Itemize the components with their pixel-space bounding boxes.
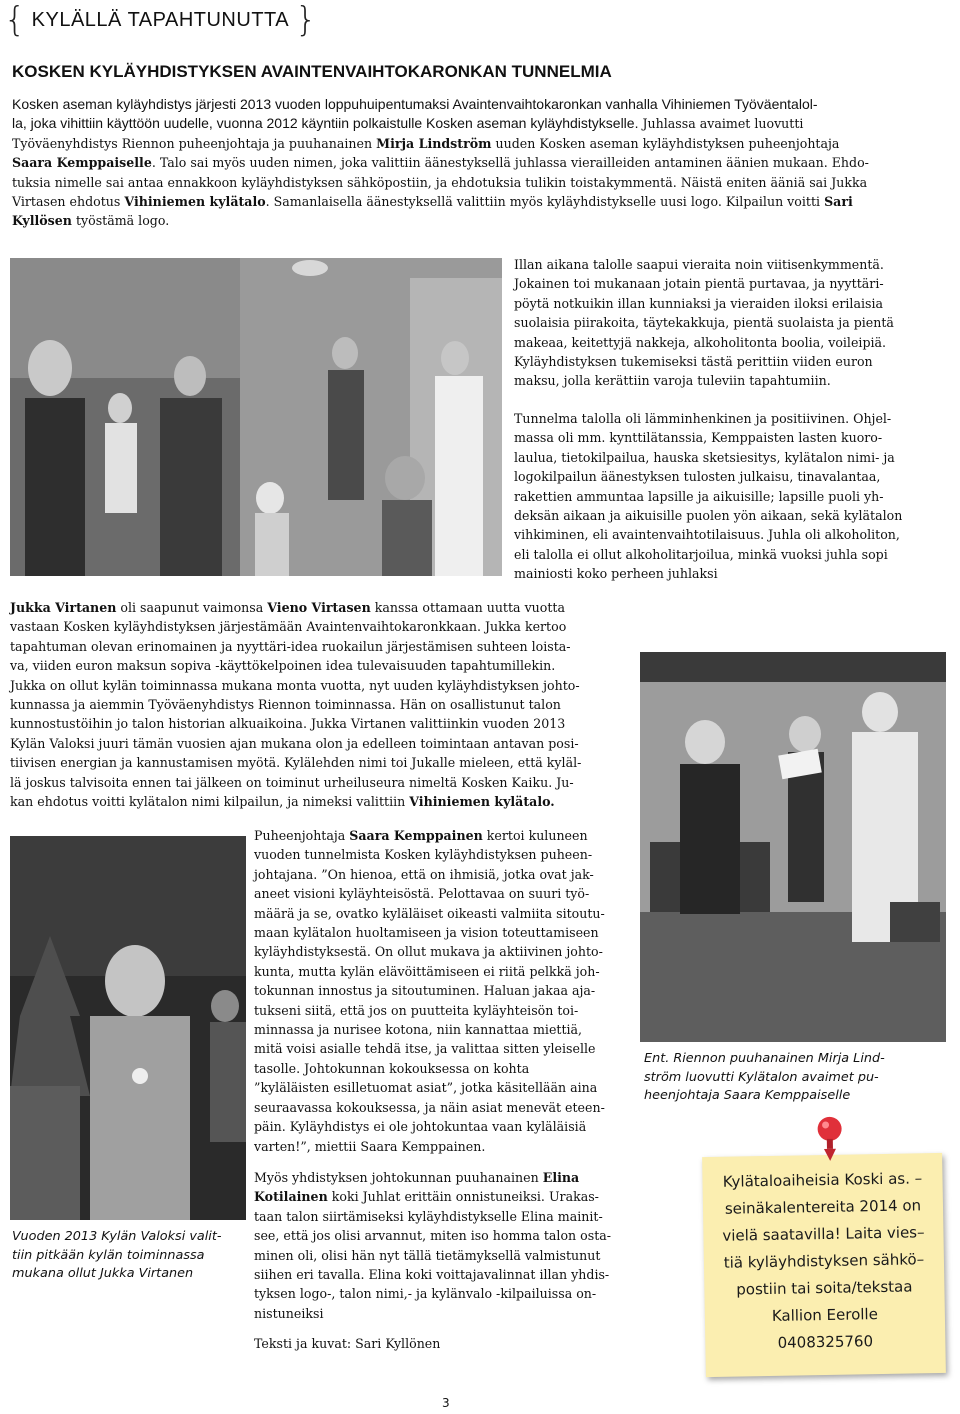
intro-line-5: tuksia nimelle sai antaa ennakkoon kyläyhdistyksen sähköpostiin, ja ehdotuksia tulikin toistakymmentä. Näistä eniten ääniä sai Jukka bbox=[12, 174, 868, 190]
jukka-line: kunnassa ja aiemmin Työväenyhdistys Riennon toiminnassa. Hän on osallistunut talon bbox=[10, 697, 561, 713]
saara-line: tasolle. Johtokunnan kokouksessa on kohta bbox=[254, 1060, 530, 1076]
saara-line: mitä voisi asialle tehdä itse, ja valittaa sitten yleiselle bbox=[254, 1041, 596, 1057]
atmosphere-line: rakettien ammuntaa lapsille ja aikuisille; lapsille puoli yh- bbox=[514, 488, 884, 504]
intro-line-6: Virtasen ehdotus Vihiniemen kylätalo. Samanlaisella äänestyksellä valittiin myös kyläyhdistykselle uusi logo. Kilpailun voitti Sari bbox=[12, 194, 853, 210]
note-text bbox=[702, 1165, 945, 1358]
intro-line-2: la, joka vihittiin käyttöön uudelle, vuonna 2012 käyntiin polkaistulle Kosken aseman kyläyhdistykselle. Juhlassa avaimet luovutti bbox=[12, 115, 804, 132]
jukka-line: Kylän Valoksi juuri tämän vuosien ajan mukana olon ja edelleen toimintaan antavan posi- bbox=[10, 735, 579, 751]
note-line: vielä saatavilla! Laita vies– bbox=[722, 1223, 925, 1245]
elina-paragraph bbox=[254, 1168, 638, 1323]
saara-line: maan kylätalon huoltamiseen ja vision toteuttamiseen bbox=[254, 925, 599, 941]
elina-line: tyksen logo-, talon nimi,- ja kylänvalo -kilpailuissa on- bbox=[254, 1286, 597, 1302]
elina-line: see, että jos olisi arvannut, miten iso homma talon osta- bbox=[254, 1228, 612, 1244]
atmosphere-line: logokilpailun äänestyksen tulosten julkaisu, tinavalantaa, bbox=[514, 469, 881, 485]
note-line: postiin tai soita/tekstaa bbox=[736, 1277, 913, 1299]
caption-line: heenjohtaja Saara Kemppaiselle bbox=[644, 1088, 851, 1103]
atmosphere-line: eli talolla ei ollut alkoholitarjoilua, minkä vuoksi juhla sopi bbox=[514, 546, 888, 562]
saara-line: tokunnan innostus ja sitoutuminen. Haluan jakaa aja- bbox=[254, 983, 596, 999]
intro-paragraph bbox=[12, 95, 946, 231]
atmosphere-line: deksän aikaan ja aikuisille puolen yön aikaan, sekä kylätalon bbox=[514, 508, 903, 524]
jukka-line: tapahtuman olevan erinomainen ja nyyttäri-idea ruokailun järjestämisen suhteen loista- bbox=[10, 638, 571, 654]
calendar-note bbox=[702, 1153, 946, 1377]
saara-paragraph bbox=[254, 826, 632, 1156]
guests-line: Illan aikana talolle saapui vieraita noin viitisenkymmentä. bbox=[514, 257, 884, 272]
guests-paragraph bbox=[514, 255, 934, 391]
elina-line: Myös yhdistyksen johtokunnan puuhanainen Elina bbox=[254, 1170, 580, 1185]
guests-line: maksu, jolla kerättiin varoja tuleviin tapahtumiin. bbox=[514, 373, 831, 389]
saara-line: johtajana. ”On hienoa, että on ihmisiä, jotka ovat jak- bbox=[254, 866, 594, 882]
party-photo bbox=[10, 258, 502, 576]
atmosphere-line: vihkiminen, eli avaintenvaihtotilaisuus. Juhla oli alkoholiton, bbox=[514, 527, 900, 543]
party-photo-image bbox=[10, 258, 502, 576]
atmosphere-paragraph bbox=[514, 409, 934, 584]
brace-open: { bbox=[4, 0, 26, 40]
jukka-photo bbox=[10, 836, 246, 1220]
jukka-line: lä joskus talvisoita ennen tai jälkeen on toiminut urheiluseura nimeltä Kosken Kaiku. Ju- bbox=[10, 774, 574, 790]
note-line: 0408325760 bbox=[777, 1332, 874, 1352]
key-handover-photo bbox=[640, 652, 946, 1042]
saara-line: kunta, mutta kylän elävöittämiseen ei riitä pelkkä joh- bbox=[254, 963, 600, 979]
author-credit: Teksti ja kuvat: Sari Kyllönen bbox=[254, 1336, 441, 1351]
jukka-image bbox=[10, 836, 246, 1220]
key-handover-image bbox=[640, 652, 946, 1042]
elina-line: siihen eri tavalla. Elina koki voittajavalinnat illan yhdis- bbox=[254, 1267, 610, 1283]
elina-line: taan talon siirtämiseksi kyläyhdistykselle Elina mainit- bbox=[254, 1208, 603, 1224]
saara-line: aneet visioni kyläyhteisöstä. Pelottavaa on suuri työ- bbox=[254, 886, 590, 902]
jukka-line: Jukka on ollut kylän toiminnassa mukana monta vuotta, nyt uuden kyläyhdistyksen johto- bbox=[10, 677, 580, 693]
brace-close: } bbox=[295, 0, 317, 40]
section-header bbox=[4, 2, 317, 38]
saara-line: vuoden tunnelmista Kosken kyläyhdistyksen puheen- bbox=[254, 847, 593, 863]
elina-line: Kotilainen koki Juhlat erittäin onnistuneiksi. Urakas- bbox=[254, 1189, 599, 1205]
jukka-line: kunnostustöihin jo talon historian alkuaikoina. Jukka Virtanen valittiinkin vuoden 2013 bbox=[10, 716, 566, 732]
saara-line: tukseni siitä, että jos on puutteita kyläyhteisön toi- bbox=[254, 1002, 579, 1018]
jukka-line: Jukka Virtanen oli saapunut vaimonsa Vieno Virtasen kanssa ottamaan uutta vuotta bbox=[10, 600, 566, 615]
jukka-line: va, viiden euron maksun sopiva -käyttökelpoinen idea tulevaisuuden tapahtumillekin. bbox=[10, 658, 556, 674]
article-headline: KOSKEN KYLÄYHDISTYKSEN AVAINTENVAIHTOKARONKAN TUNNELMIA bbox=[12, 62, 612, 81]
page-number: 3 bbox=[442, 1396, 450, 1410]
caption-line: tiin pitkään kylän toiminnassa bbox=[12, 1247, 205, 1263]
elina-line: nistuneiksi bbox=[254, 1305, 324, 1321]
saara-line: varten!”, miettii Saara Kemppainen. bbox=[254, 1138, 486, 1154]
intro-line-3: Työväenyhdistys Riennon puheenjohtaja ja puuhanainen Mirja Lindström uuden Kosken aseman kyläyhdistyksen puheenjohtaja bbox=[12, 135, 840, 151]
jukka-line: tiivisen energian ja kannustamisen myötä. Kylälehden nimi toi Jukalle mieleen, että kyläl- bbox=[10, 755, 582, 771]
key-handover-caption bbox=[644, 1050, 934, 1106]
jukka-paragraph bbox=[10, 598, 632, 811]
saara-line: Puheenjohtaja Saara Kemppainen kertoi kuluneen bbox=[254, 828, 588, 843]
section-title: KYLÄLLÄ TAPAHTUNUTTA bbox=[31, 8, 290, 31]
jukka-line: vastaan Kosken kyläyhdistyksen järjestämään Avaintenvaihtokaronkkaan. Jukka kertoo bbox=[10, 619, 567, 635]
saara-line: seuraavassa kokouksessa, ja näin asiat menevät eteen- bbox=[254, 1099, 605, 1115]
atmosphere-line: Tunnelma talolla oli lämminhenkinen ja positiivinen. Ohjel- bbox=[514, 411, 892, 426]
saara-line: kyläyhdistyksestä. On ollut mukava ja aktiivinen johto- bbox=[254, 944, 603, 960]
atmosphere-line: massa oli mm. kynttilätanssia, Kemppaisten lasten kuoro- bbox=[514, 430, 883, 446]
note-line: Kallion Eerolle bbox=[771, 1305, 879, 1325]
guests-line: Kyläyhdistyksen tukemiseksi tästä perittiin viiden euron bbox=[514, 354, 873, 370]
intro-line-1: Kosken aseman kyläyhdistys järjesti 2013 vuoden loppuhuipentumaksi Avaintenvaihtokaronkan vanhalla Vihiniemen Työväentalol- bbox=[12, 96, 818, 112]
caption-line: mukana ollut Jukka Virtanen bbox=[12, 1266, 194, 1281]
jukka-caption bbox=[12, 1228, 248, 1284]
guests-line: pöytä notkuikin illan kunniaksi ja vieraiden iloksi erilaisia bbox=[514, 295, 883, 311]
atmosphere-line: mainiosti koko perheen juhlaksi bbox=[514, 566, 718, 582]
atmosphere-line: laulua, tietokilpailua, hauska sketsiesitys, kylätalon nimi- ja bbox=[514, 449, 895, 465]
elina-line: minen oli, olisi hän nyt tällä tietämyksellä valmistunut bbox=[254, 1247, 601, 1263]
saara-line: päin. Kyläyhdistys ei ole johtokuntaa vaan kyläläisiä bbox=[254, 1119, 587, 1135]
caption-line: ström luovutti Kylätalon avaimet pu- bbox=[644, 1069, 879, 1085]
caption-line: Ent. Riennon puuhanainen Mirja Lind- bbox=[644, 1051, 885, 1066]
note-line: seinäkalentereita 2014 on bbox=[724, 1196, 922, 1218]
jukka-line: kan ehdotus voitti kylätalon nimi kilpailun, ja nimeksi valittiin Vihiniemen kylätalo. bbox=[10, 794, 555, 810]
pushpin-icon bbox=[809, 1115, 850, 1166]
intro-line-4: Saara Kemppaiselle. Talo sai myös uuden nimen, joka valittiin äänestyksellä juhlassa vierailleiden antaminen äänien mukaan. Ehdo- bbox=[12, 155, 869, 171]
guests-line: Jokainen toi mukanaan jotain pientä purtavaa, ja nyyttäri- bbox=[514, 276, 884, 292]
guests-line: makeaa, keitettyjä nakkeja, alkoholitonta boolia, voileipiä. bbox=[514, 334, 887, 350]
caption-line: Vuoden 2013 Kylän Valoksi valit- bbox=[12, 1229, 222, 1244]
saara-line: minnassa ja nurisee kotona, niin kannattaa miettiä, bbox=[254, 1022, 583, 1038]
saara-line: ”kyläläisten esilletuomat asiat”, jotka käsitellään aina bbox=[254, 1080, 598, 1096]
guests-line: suolaisia piirakoita, täytekakkuja, pientä suolaista ja pientä bbox=[514, 315, 894, 331]
intro-line-7: Kyllösen työstämä logo. bbox=[12, 213, 170, 229]
note-line: Kylätaloaiheisia Koski as. – bbox=[722, 1169, 923, 1191]
saara-line: määrä ja se, ovatko kyläläiset oikeasti valmiita sitoutu- bbox=[254, 905, 605, 921]
note-line: tiä kyläyhdistyksen sähkö– bbox=[723, 1250, 925, 1272]
